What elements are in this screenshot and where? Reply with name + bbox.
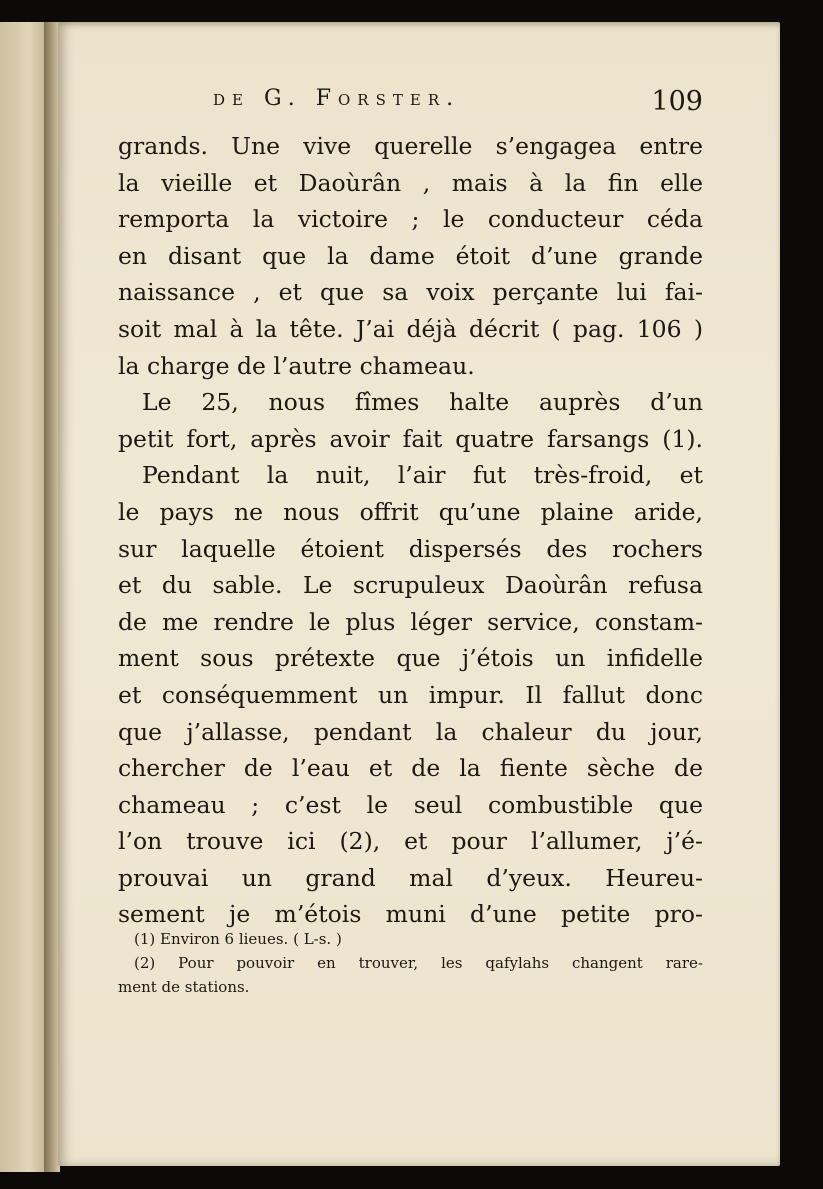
- scan-background-right: [780, 22, 823, 1172]
- text-line: ment sous prétexte que j’étois un infidelle: [118, 644, 703, 673]
- text-line: que j’allasse, pendant la chaleur du jour,: [118, 717, 703, 746]
- footnote-2: (2) Pour pouvoir en trouver, les qafylahs changent rare-: [134, 954, 703, 972]
- running-head: [118, 82, 703, 126]
- text-line: et du sable. Le scrupuleux Daoùrân refusa: [118, 571, 703, 600]
- text-line: sur laquelle étoient dispersés des rochers: [118, 534, 703, 563]
- text-line: chameau ; c’est le seul combustible que: [118, 790, 703, 819]
- text-line: remporta la victoire ; le conducteur céda: [118, 205, 703, 234]
- text-line: la charge de l’autre chameau.: [118, 351, 475, 380]
- text-line: et conséquemment un impur. Il fallut donc: [118, 680, 703, 709]
- text-line: soit mal à la tête. J’ai déjà décrit ( pag. 106 ): [118, 314, 703, 343]
- page: [58, 22, 780, 1166]
- text-line: sement je m’étois muni d’une petite pro-: [118, 900, 703, 929]
- page-number: 109: [651, 86, 703, 117]
- text-line: petit fort, après avoir fait quatre farsangs (1).: [118, 424, 703, 453]
- text-line: Le 25, nous fîmes halte auprès d’un: [142, 388, 703, 417]
- text-line: grands. Une vive querelle s’engagea entre: [118, 132, 703, 160]
- footnotes: [118, 927, 703, 999]
- running-title: de G. Forster.: [213, 86, 461, 111]
- text-line: Pendant la nuit, l’air fut très-froid, et: [142, 461, 703, 490]
- text-line: le pays ne nous offrit qu’une plaine aride,: [118, 497, 703, 526]
- text-line: naissance , et que sa voix perçante lui fai-: [118, 278, 703, 307]
- footnote-1: (1) Environ 6 lieues. ( L-s. ): [134, 930, 342, 948]
- text-line: la vieille et Daoùrân , mais à la fin elle: [118, 168, 703, 197]
- page-content: [118, 82, 703, 996]
- text-line: de me rendre le plus léger service, constam-: [118, 607, 703, 636]
- text-line: l’on trouve ici (2), et pour l’allumer, j’é-: [118, 827, 703, 856]
- text-line: chercher de l’eau et de la fiente sèche de: [118, 754, 703, 783]
- footnote-2-continued: ment de stations.: [118, 978, 250, 996]
- body-text: [118, 128, 703, 933]
- text-line: prouvai un grand mal d’yeux. Heureu-: [118, 863, 703, 892]
- text-line: en disant que la dame étoit d’une grande: [118, 241, 703, 270]
